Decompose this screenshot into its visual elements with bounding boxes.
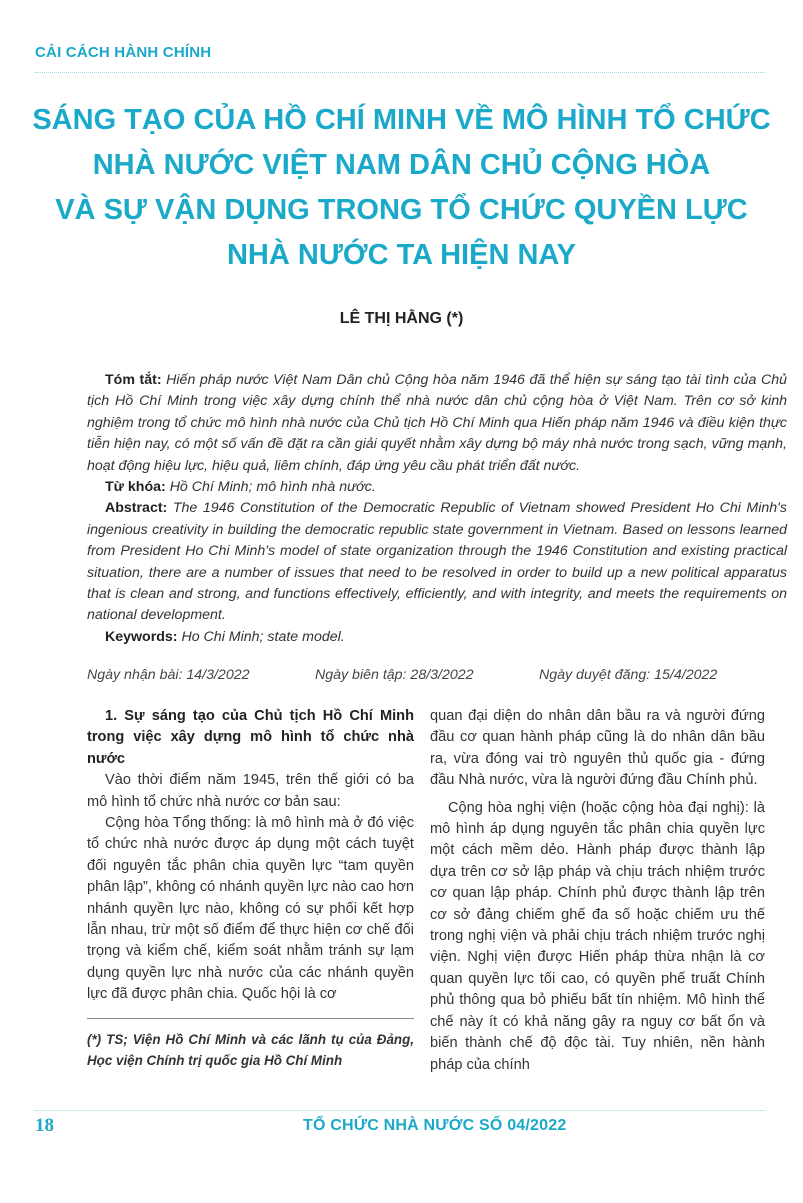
section-heading: 1. Sự sáng tạo của Chủ tịch Hồ Chí Minh trong việc xây dựng mô hình tổ chức nhà nước <box>87 708 414 767</box>
body-paragraph: Cộng hòa nghị viện (hoặc cộng hòa đại nghị): là mô hình áp dụng nguyên tắc phân chia quyền lực một cách mềm dẻo. Hành pháp được thành lập dựa trên cơ sở lập pháp và chịu trách nhiệm trước cơ quan lập pháp. Chính phủ được thành lập trên cơ sở đảng chiếm ghế đa số hoặc chiếm ưu thế trong nghị viện và phải chịu trách nhiệm trước nghị viện. Nghị viện được Hiến pháp thừa nhận là cơ quan quyền lực tối cao, có quyền phế truất Chính phủ thông qua bỏ phiếu bất tín nhiệm. Mô hình thể chế này ít có khả năng gây ra nguy cơ bất ổn và biến thành chế độ độc tài. Tuy nhiên, nền hành pháp của chính <box>430 799 765 1073</box>
title-line-1: SÁNG TẠO CỦA HỒ CHÍ MINH VỀ MÔ HÌNH TỔ CHỨC <box>32 104 771 136</box>
summary-text: Hiến pháp nước Việt Nam Dân chủ Cộng hòa năm 1946 đã thể hiện sự sáng tạo tài tình của Chủ tịch Hồ Chí Minh trong việc xây dựng chính thể nhà nước dân chủ cộng hòa ở Việt Nam. Trên cơ sở kinh nghiệm trong tổ chức mô hình nhà nước của Chủ tịch Hồ Chí Minh qua Hiến pháp năm 1946 và điều kiện thực tiễn hiện nay, có một số vấn đề đặt ra cần giải quyết nhằm xây dựng bộ máy nhà nước trong sạch, vững mạnh, hoạt động hiệu lực, hiệu quả, liêm chính, đáp ứng yêu cầu phát triển đất nước. <box>87 372 787 474</box>
footnote-divider <box>87 1018 414 1019</box>
title-line-2: NHÀ NƯỚC VIỆT NAM DÂN CHỦ CỘNG HÒA <box>92 149 711 181</box>
date-approved: Ngày duyệt đăng: 15/4/2022 <box>539 667 718 683</box>
body-paragraph: Cộng hòa Tổng thống: là mô hình mà ở đó việc tổ chức nhà nước được áp dụng một cách tuyệt đối nguyên tắc phân chia quyền lực “tam quyền phân lập”, không có nhánh quyền lực nào cao hơn nhánh quyền lực nào, không có sự phối kết hợp lẫn nhau, trừ một số điểm để thực hiện cơ chế đối trọng và kiểm chế, kiểm soát nhằm tránh sự lạm dụng quyền lực nhà nước của các nhánh quyền lực đã được phân chia. Quốc hội là cơ <box>87 815 414 1003</box>
keywords-label-en: Keywords: <box>105 628 178 645</box>
footnote: (*) TS; Viện Hồ Chí Minh và các lãnh tụ của Đảng, Học viện Chính trị quốc gia Hồ Chí Minh <box>87 1032 414 1068</box>
summary-label: Tóm tắt: <box>105 372 162 388</box>
article-title <box>20 98 783 278</box>
footer-divider <box>35 1110 765 1111</box>
english-keywords <box>87 627 787 648</box>
body-paragraph: quan đại diện do nhân dân bầu ra và người đứng đầu cơ quan hành pháp cũng là do nhân dân bầu ra, vừa đóng vai trò nguyên thủ quốc gia - đứng đầu Nhà nước, vừa là người đứng đầu Chính phủ. <box>430 708 765 789</box>
keywords-text-vi: Hồ Chí Minh; mô hình nhà nước. <box>169 479 376 496</box>
author-name: LÊ THỊ HẰNG (*) <box>339 310 464 327</box>
header-divider <box>35 72 765 73</box>
body-column-left <box>87 706 414 1006</box>
section-label: CẢI CÁCH HÀNH CHÍNH <box>35 44 212 61</box>
title-line-3: VÀ SỰ VẬN DỤNG TRONG TỔ CHỨC QUYỀN LỰC <box>55 194 748 226</box>
keywords-label-vi: Từ khóa: <box>105 479 166 496</box>
page-number: 18 <box>35 1115 54 1136</box>
keywords-text-en: Ho Chi Minh; state model. <box>181 628 345 645</box>
body-column-right <box>430 706 765 1076</box>
abstract-text: The 1946 Constitution of the Democratic Republic of Vietnam showed President Ho Chi Minh's ingenious creativity in building the democratic republic state government in Vietnam. Based on lessons learned from President Ho Chi Minh's model of state organization through the 1946 Constitution and existing practical situation, there are a number of issues that need to be resolved in order to build up a new political apparatus that is clean and strong, and functions effectively, efficiently, and with integrity, and meets the requirements on national development. <box>87 500 787 624</box>
title-line-4: NHÀ NƯỚC TA HIỆN NAY <box>226 239 577 271</box>
date-received: Ngày nhận bài: 14/3/2022 <box>87 667 250 683</box>
abstract-label: Abstract: <box>105 500 168 517</box>
vietnamese-keywords <box>87 477 787 498</box>
date-edited: Ngày biên tập: 28/3/2022 <box>315 667 474 683</box>
summary-block <box>87 370 787 648</box>
vietnamese-summary <box>87 370 787 477</box>
body-paragraph: Vào thời điểm năm 1945, trên thế giới có ba mô hình tổ chức nhà nước cơ bản sau: <box>87 772 414 810</box>
english-abstract <box>87 498 787 626</box>
journal-title: TỔ CHỨC NHÀ NƯỚC SỐ 04/2022 <box>303 1117 567 1134</box>
